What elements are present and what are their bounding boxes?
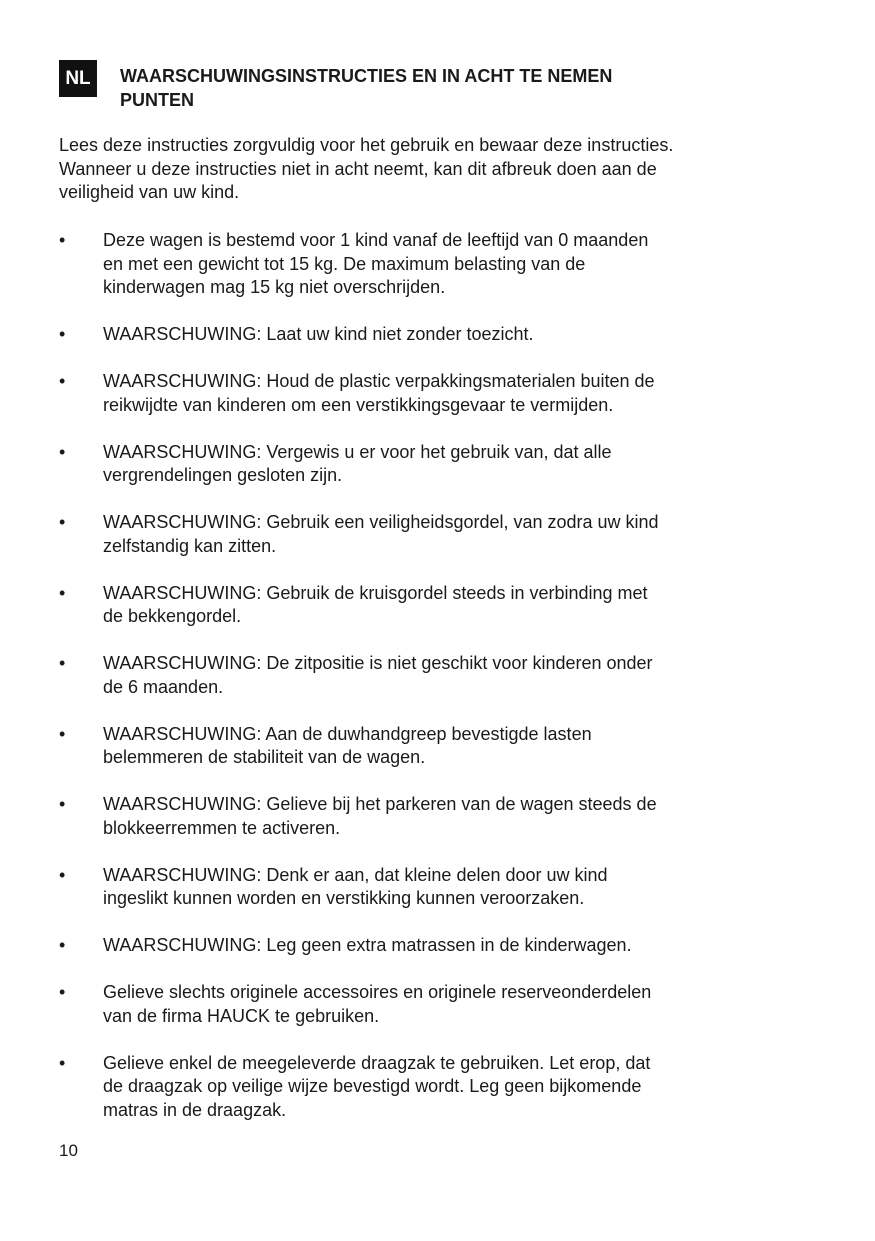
bullet-icon: •: [59, 1052, 66, 1073]
bullet-icon: •: [59, 441, 66, 462]
list-item-text: WAARSCHUWING: De zitpositie is niet geschikt voor kinderen onder de 6 maanden.: [103, 653, 653, 697]
language-badge: NL: [59, 60, 97, 97]
intro-paragraph: Lees deze instructies zorgvuldig voor het gebruik en bewaar deze instructies. Wanneer u deze instructies niet in acht neemt, kan dit afbreuk doen aan de veiligheid van uw kind.: [59, 135, 674, 202]
list-item: [59, 1052, 819, 1123]
list-item-text: WAARSCHUWING: Denk er aan, dat kleine delen door uw kind ingeslikt kunnen worden en verstikking kunnen veroorzaken.: [103, 864, 608, 908]
list-item-text: WAARSCHUWING: Leg geen extra matrassen in de kinderwagen.: [103, 935, 632, 955]
list-item: [59, 370, 819, 417]
bullet-icon: •: [59, 371, 66, 391]
warning-list: [59, 229, 819, 1146]
list-item: [59, 652, 819, 699]
list-item-text: WAARSCHUWING: Gebruik een veiligheidsgordel, van zodra uw kind zelfstandig kan zitten.: [103, 512, 659, 556]
bullet-icon: •: [59, 723, 66, 744]
list-item-text: WAARSCHUWING: Aan de duwhandgreep bevestigde lasten belemmeren de stabiliteit van de wagen.: [103, 723, 592, 767]
list-item-text: WAARSCHUWING: Houd de plastic verpakkingsmaterialen buiten de reikwijdte van kinderen om een verstikkingsgevaar te vermijden.: [103, 371, 655, 415]
list-item-text: WAARSCHUWING: Gebruik de kruisgordel steeds in verbinding met de bekkengordel.: [103, 582, 648, 626]
list-item: [59, 864, 819, 911]
list-item: [59, 793, 819, 840]
bullet-icon: •: [59, 653, 66, 673]
list-item: [59, 323, 819, 347]
list-item: [59, 511, 819, 558]
bullet-icon: •: [59, 864, 66, 885]
bullet-icon: •: [59, 324, 66, 344]
list-item-text: WAARSCHUWING: Vergewis u er voor het gebruik van, dat alle vergrendelingen gesloten zijn.: [103, 441, 612, 485]
section-header: [59, 60, 799, 116]
bullet-icon: •: [59, 512, 66, 532]
list-item-text: Deze wagen is bestemd voor 1 kind vanaf de leeftijd van 0 maanden en met een gewicht tot 15 kg. De maximum belasting van de kinderwagen mag 15 kg niet overschrijden.: [103, 230, 649, 297]
list-item-text: Gelieve enkel de meegeleverde draagzak te gebruiken. Let erop, dat de draagzak op veilige wijze bevestigd wordt. Leg geen bijkomende matras in de draagzak.: [103, 1052, 651, 1120]
list-item: [59, 441, 819, 488]
list-item-text: WAARSCHUWING: Gelieve bij het parkeren van de wagen steeds de blokkeerremmen te activeren.: [103, 794, 657, 838]
list-item: [59, 934, 819, 958]
list-item: [59, 723, 819, 770]
page-number: 10: [59, 1141, 78, 1160]
bullet-icon: •: [59, 982, 66, 1002]
bullet-icon: •: [59, 582, 66, 603]
section-title: WAARSCHUWINGSINSTRUCTIES EN IN ACHT TE NEMEN PUNTEN: [120, 66, 613, 110]
bullet-icon: •: [59, 794, 66, 814]
bullet-icon: •: [59, 230, 66, 250]
list-item-text: WAARSCHUWING: Laat uw kind niet zonder toezicht.: [103, 324, 534, 344]
list-item: [59, 582, 819, 629]
list-item: [59, 229, 819, 300]
list-item-text: Gelieve slechts originele accessoires en originele reserveonderdelen van de firma HAUCK te gebruiken.: [103, 982, 652, 1026]
list-item: [59, 981, 819, 1028]
bullet-icon: •: [59, 935, 66, 955]
